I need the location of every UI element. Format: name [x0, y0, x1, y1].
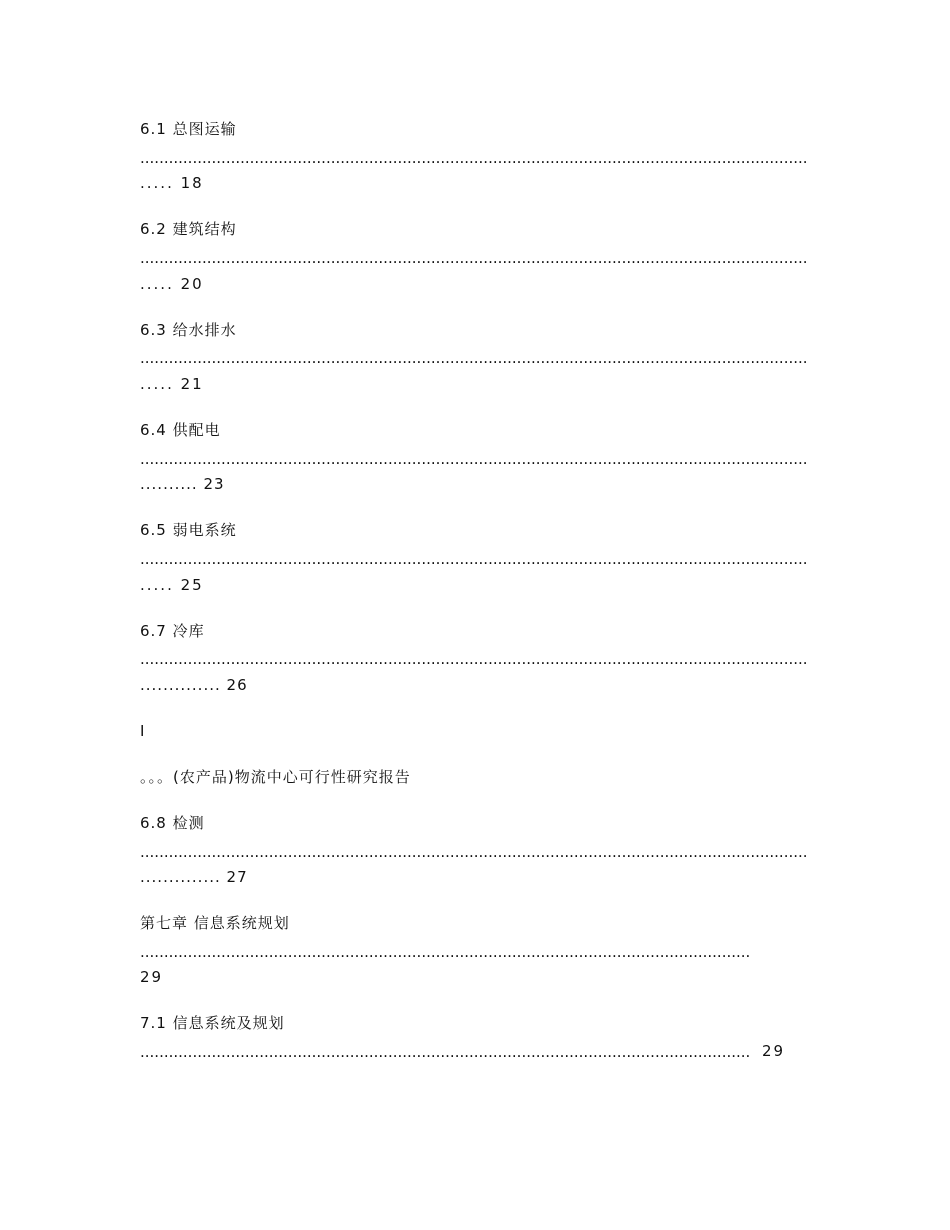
toc-entry-page: ..... 21: [140, 375, 204, 393]
toc-entry-title[interactable]: 6.3 给水排水: [140, 321, 237, 339]
toc-entry-leader: ............................................................................................................................................: [140, 550, 808, 568]
page-number-marker: I: [140, 722, 146, 740]
toc-entry-leader: ............................................................................................................................................: [140, 843, 808, 861]
toc-entry-leader: ................................................................................................................................: [140, 943, 751, 961]
toc-entry-title[interactable]: 6.2 建筑结构: [140, 220, 237, 238]
toc-entry-page: 29: [140, 968, 164, 986]
toc-entry-title[interactable]: 6.4 供配电: [140, 421, 221, 439]
toc-entry-title[interactable]: 6.1 总图运输: [140, 120, 237, 138]
toc-entry-page: .......... 23: [140, 475, 225, 493]
toc-entry-title[interactable]: 7.1 信息系统及规划: [140, 1014, 285, 1032]
toc-entry-page: 29: [762, 1042, 786, 1060]
toc-entry-leader: ................................................................................................................................: [140, 1043, 751, 1061]
toc-entry-page: ..... 18: [140, 174, 204, 192]
toc-entry-page: .............. 26: [140, 676, 248, 694]
toc-entry-leader: ............................................................................................................................................: [140, 450, 808, 468]
toc-entry-page: ..... 20: [140, 275, 204, 293]
toc-entry-leader: ............................................................................................................................................: [140, 149, 808, 167]
running-header: 。。。(农产品)物流中心可行性研究报告: [140, 768, 411, 786]
toc-entry-leader: ............................................................................................................................................: [140, 650, 808, 668]
toc-entry-leader: ............................................................................................................................................: [140, 249, 808, 267]
toc-entry-page: ..... 25: [140, 576, 204, 594]
toc-entry-title[interactable]: 6.5 弱电系统: [140, 521, 237, 539]
toc-entry-title[interactable]: 6.8 检测: [140, 814, 205, 832]
toc-entry-page: .............. 27: [140, 868, 248, 886]
toc-entry-title[interactable]: 6.7 冷库: [140, 622, 205, 640]
toc-entry-leader: ............................................................................................................................................: [140, 349, 808, 367]
toc-chapter-title[interactable]: 第七章 信息系统规划: [140, 914, 290, 932]
